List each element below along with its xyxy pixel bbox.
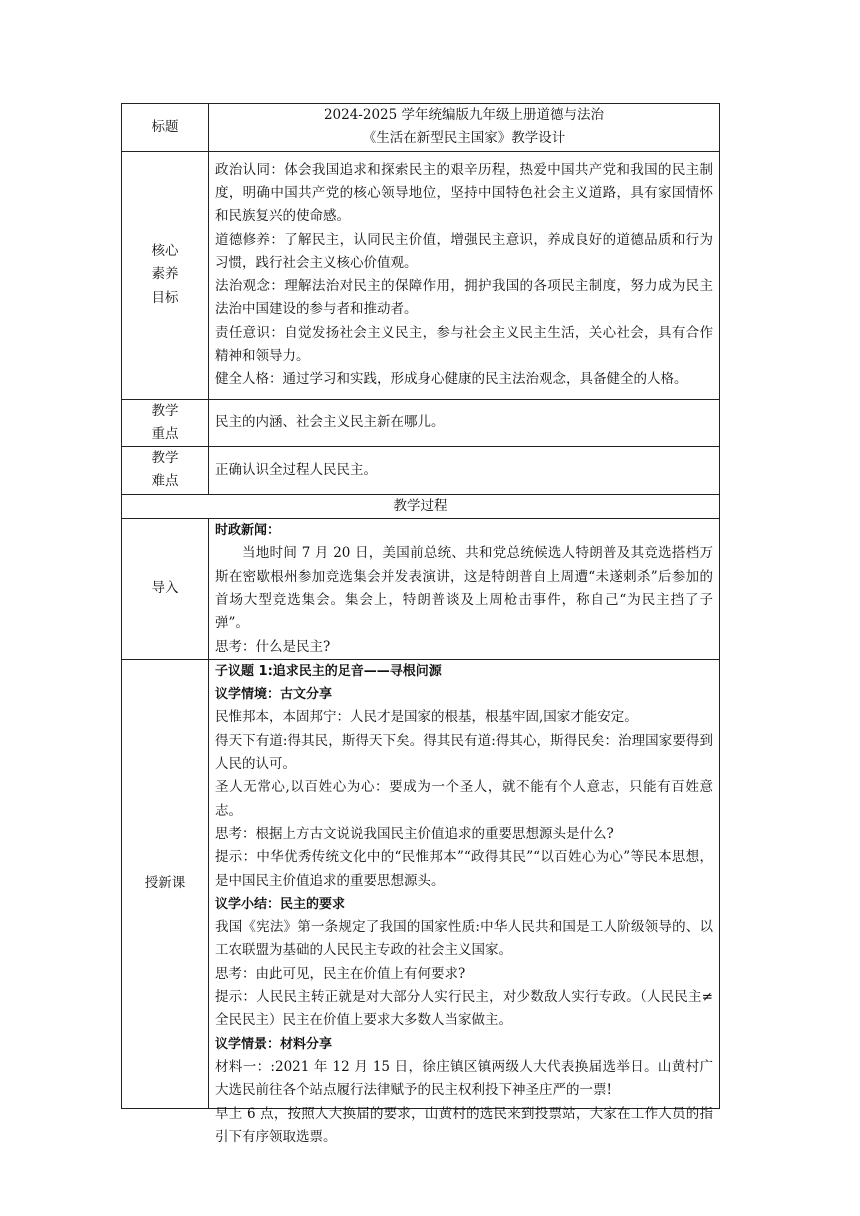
goals-label: 核心 素养 目标: [122, 151, 209, 399]
intro-question: 思考：什么是民主?: [215, 638, 331, 655]
intro-cell: [209, 519, 720, 660]
constitution-text: 我国《宪法》第一条规定了我国的国家性质:中华人民共和国是工人阶级领导的、以工农联盟为基础的人民民主专政的社会主义国家。: [215, 919, 713, 959]
focus-row: [122, 399, 720, 447]
goals-cell: [209, 151, 720, 399]
process-header: 教学过程: [122, 494, 720, 518]
goal-moral: 道德修养：了解民主，认同民主价值，增强民主意识，养成良好的道德品质和行为习惯，践行社会主义核心价值观。: [215, 231, 713, 271]
title-cell: [209, 104, 720, 152]
lesson-plan-table: [121, 103, 720, 1145]
summary-heading: 议学小结：民主的要求: [215, 896, 346, 912]
focus-cell: 民主的内涵、社会主义民主新在哪儿。: [209, 399, 720, 447]
material-1: 材料一：:2021 年 12 月 15 日，徐庄镇区镇两级人大代表换届选举日。山黄村广大选民前往各个站点履行法律赋予的民主权利投下神圣庄严的一票!: [215, 1058, 713, 1099]
goal-political: 政治认同：体会我国追求和探索民主的艰辛历程，热爱中国共产党和我国的民主制度，明确中国共产党的核心领导地位，坚持中国特色社会主义道路，具有家国情怀和民族复兴的使命感。: [215, 161, 713, 225]
goals-row: [122, 151, 720, 399]
question-2: 思考：由此可见，民主在价值上有何要求?: [215, 965, 466, 982]
title-line-1: 2024-2025 学年统编版九年级上册道德与法治: [323, 107, 605, 123]
difficulty-row: [122, 447, 720, 495]
hint-2: 提示：人民民主转正就是对大部分人实行民主，对少数敌人实行专政。（人民民主≠全民民主）民主在价值上要求大多数人当家做主。: [215, 989, 713, 1029]
intro-heading: 时政新闻：: [215, 523, 281, 539]
process-header-row: [122, 494, 720, 518]
situation-heading-1: 议学情境：古文分享: [215, 687, 333, 703]
focus-label: 教学 重点: [122, 399, 209, 447]
intro-body: 当地时间 7 月 20 日，美国前总统、共和党总统候选人特朗普及其竞选搭档万斯在密歇根州参加竞选集会并发表演讲，这是特朗普自上周遭“未遂刺杀”后参加的首场大型竞选集会。集会上，特朗普谈及上周枪击事件，称自己“为民主挡了子弹”。: [215, 545, 713, 632]
difficulty-label: 教学 难点: [122, 447, 209, 495]
subtopic-heading: 子议题 1:追求民主的足音——寻根问源: [215, 663, 442, 679]
title-label: 标题: [122, 104, 209, 152]
quote-3: 圣人无常心,以百姓心为心：要成为一个圣人，就不能有个人意志，只能有百姓意志。: [215, 779, 713, 819]
goal-responsibility: 责任意识：自觉发扬社会主义民主，参与社会主义民主生活，关心社会，具有合作精神和领导力。: [215, 324, 713, 364]
hint-1: 提示：中华优秀传统文化中的“民惟邦本”“政得其民”“以百姓心为心”等民本思想，是中国民主价值追求的重要思想源头。: [215, 849, 713, 889]
intro-row: [122, 519, 720, 660]
title-line-2: 《生活在新型民主国家》教学设计: [362, 130, 566, 147]
quote-2: 得天下有道:得其民，斯得天下矣。得其民有道:得其心，斯得民矣：治理国家要得到人民的认可。: [215, 732, 713, 773]
situation-heading-2: 议学情景：材料分享: [215, 1036, 333, 1052]
new-lesson-row: [122, 659, 720, 1108]
new-lesson-cell: [209, 659, 720, 1145]
intro-label: 导入: [122, 519, 209, 660]
title-row: [122, 104, 720, 152]
quote-1: 民惟邦本，本固邦宁：人民才是国家的根基，根基牢固,国家才能安定。: [215, 709, 638, 726]
question-1: 思考：根据上方古文说说我国民主价值追求的重要思想源头是什么?: [215, 825, 614, 842]
difficulty-cell: 正确认识全过程人民民主。: [209, 447, 720, 495]
goal-law: 法治观念：理解法治对民主的保障作用，拥护我国的各项民主制度，努力成为民主法治中国建设的参与者和推动者。: [215, 278, 713, 318]
goal-personality: 健全人格：通过学习和实践，形成身心健康的民主法治观念，具备健全的人格。: [215, 371, 688, 388]
new-lesson-label: 授新课: [122, 659, 209, 1108]
material-2: 早上 6 点，按照人大换届的要求，山黄村的选民来到投票站，大家在工作人员的指引下有序领取选票。: [215, 1105, 713, 1145]
